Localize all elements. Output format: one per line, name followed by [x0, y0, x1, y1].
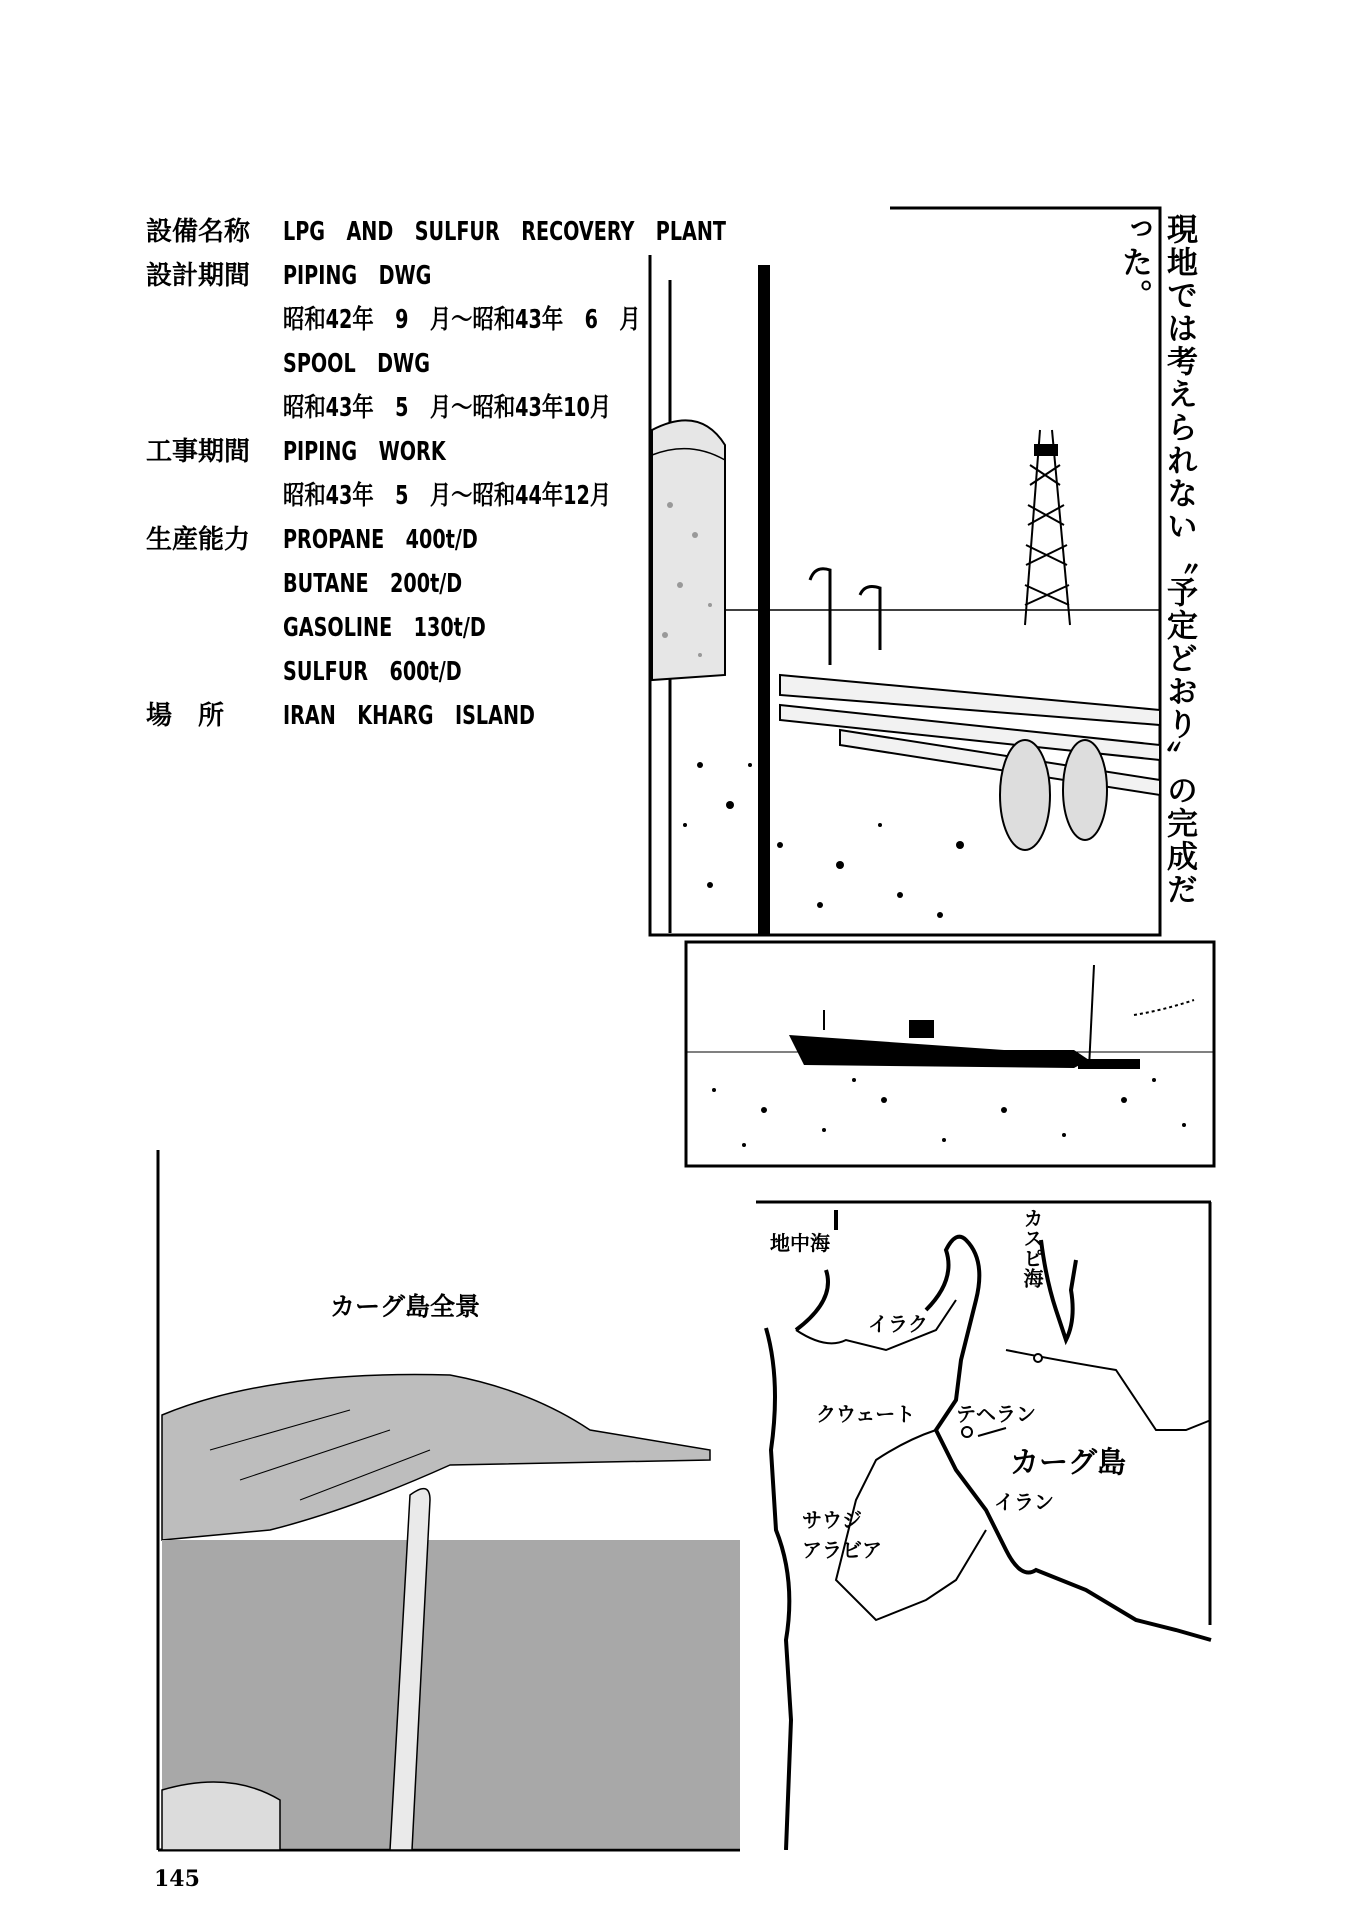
- spec-row: [146, 694, 726, 738]
- spec-row: [146, 210, 726, 254]
- spec-value: 昭和43年 5 月〜昭和43年10月: [283, 393, 612, 423]
- spec-value: IRAN KHARG ISLAND: [283, 701, 535, 731]
- aerial-caption: カーグ島全景: [330, 1292, 481, 1321]
- derrick: [1025, 430, 1070, 625]
- spec-value: GASOLINE 130t/D: [283, 613, 486, 643]
- storage-tank: [652, 420, 725, 680]
- spec-label: 生産能力: [146, 525, 251, 555]
- spec-row: [146, 430, 726, 474]
- spec-value: SULFUR 600t/D: [283, 657, 462, 687]
- spec-value: SPOOL DWG: [283, 349, 430, 379]
- spec-value: PIPING WORK: [283, 437, 446, 467]
- map-label-tehran: テヘラン: [956, 1402, 1036, 1426]
- tehran-marker: [1034, 1354, 1042, 1362]
- spec-label: 設計期間: [146, 261, 251, 291]
- pole: [758, 265, 770, 935]
- spec-table: [146, 210, 726, 738]
- spec-value: 昭和42年 9 月〜昭和43年 6 月: [283, 305, 641, 335]
- spec-value: PROPANE 400t/D: [283, 525, 478, 555]
- tanker-ship: [789, 1010, 1089, 1068]
- ship-panel: [684, 940, 1216, 1170]
- spec-value: 昭和43年 5 月〜昭和44年12月: [283, 481, 612, 511]
- map-label-iran: イラン: [994, 1490, 1054, 1514]
- spec-row: [146, 474, 726, 518]
- crane-barge: [1079, 965, 1194, 1068]
- spec-row: [146, 386, 726, 430]
- aerial-panel: [150, 1150, 740, 1852]
- island: [162, 1375, 710, 1541]
- map-label-mediterranean: 地中海: [770, 1231, 830, 1255]
- spec-row: [146, 254, 726, 298]
- spec-row: [146, 562, 726, 606]
- map-label-iraq: イラク: [868, 1312, 928, 1336]
- borders: [796, 1300, 1211, 1620]
- map-label-saudi: サウジ アラビア: [802, 1508, 882, 1562]
- plant-panel: [640, 205, 1165, 940]
- page-number: 145: [154, 1866, 200, 1892]
- spec-row: [146, 298, 726, 342]
- map-label-kuwait: クウェート: [816, 1402, 916, 1426]
- spec-row: [146, 650, 726, 694]
- spec-row: [146, 518, 726, 562]
- pipe-rack: [780, 675, 1160, 850]
- spec-label: 場 所: [146, 701, 225, 731]
- spec-value: PIPING DWG: [283, 261, 432, 291]
- spec-row: [146, 342, 726, 386]
- map-label-kharg: カーグ島: [1010, 1445, 1127, 1479]
- map-label-caspian: カスピ海: [1020, 1208, 1044, 1288]
- spec-label: 工事期間: [146, 437, 251, 467]
- kharg-marker: [962, 1427, 972, 1437]
- spec-label: 設備名称: [146, 217, 251, 247]
- narration-text: 現地では考えられない〝予定どおり〟の完成だった。: [1116, 213, 1197, 906]
- spec-value: BUTANE 200t/D: [283, 569, 463, 599]
- spec-value: LPG AND SULFUR RECOVERY PLANT: [283, 217, 727, 247]
- spec-row: [146, 606, 726, 650]
